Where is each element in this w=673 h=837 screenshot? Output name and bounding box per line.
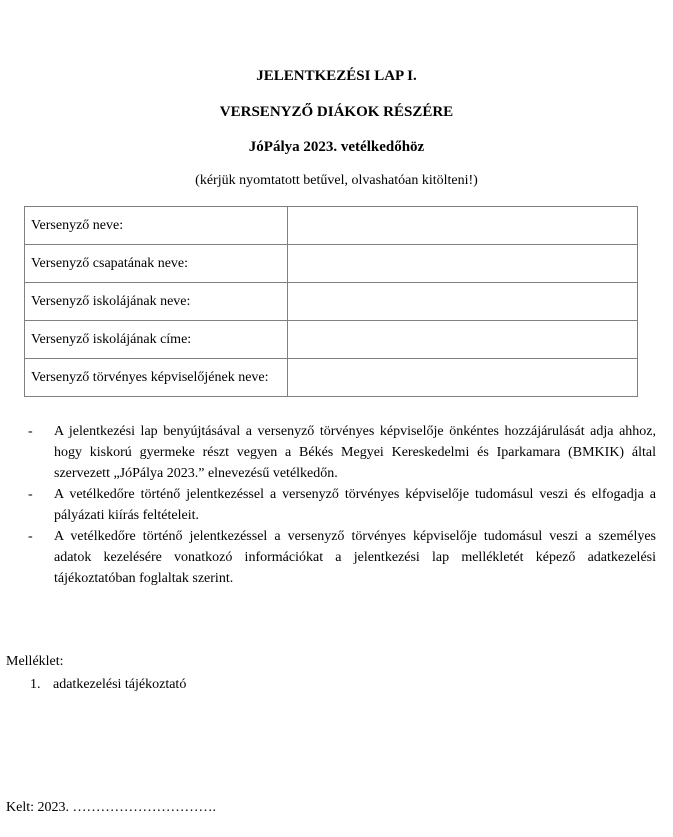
team-name-field[interactable] <box>288 245 638 283</box>
attachment-item-number: 1. <box>30 677 41 692</box>
bullet-dash: - <box>28 424 33 439</box>
consent-text: A jelentkezési lap benyújtásával a versenyző törvényes képviselője önkéntes hozzájárulását adja ahhoz, hogy kiskorú gyermeke részt vegyen a Békés Megyei Kereskedelmi és Iparkamara (BMKIK) által szervezett „JóPálya 2023.” elnevezésű vetélkedőn. <box>54 424 656 481</box>
guardian-name-field[interactable] <box>288 359 638 397</box>
field-label: Versenyző iskolájának neve: <box>25 283 288 321</box>
student-name-field[interactable] <box>288 207 638 245</box>
field-label: Versenyző csapatának neve: <box>25 245 288 283</box>
attachment-item-text: adatkezelési tájékoztató <box>53 677 187 692</box>
field-label: Versenyző iskolájának címe: <box>25 321 288 359</box>
form-row-school <box>25 283 638 321</box>
attachment-label: Melléklet: <box>6 654 64 669</box>
form-row-school-address <box>25 321 638 359</box>
form-subtitle: VERSENYZŐ DIÁKOK RÉSZÉRE <box>219 104 454 120</box>
form-title: JELENTKEZÉSI LAP I. <box>256 68 417 84</box>
bullet-dash: - <box>28 529 33 544</box>
list-item <box>28 484 656 526</box>
date-line: Kelt: 2023. …………………………. <box>6 800 216 815</box>
form-row-guardian <box>25 359 638 397</box>
field-label: Versenyző neve: <box>25 207 288 245</box>
event-name: JóPálya 2023. vetélkedőhöz <box>248 139 425 155</box>
field-label: Versenyző törvényes képviselőjének neve: <box>25 359 288 397</box>
registration-form-table <box>24 206 638 397</box>
bullet-dash: - <box>28 487 33 502</box>
list-item <box>28 421 656 484</box>
acceptance-text: A vetélkedőre történő jelentkezéssel a versenyző törvényes képviselője tudomásul veszi és elfogadja a pályázati kiírás feltételeit. <box>54 487 656 523</box>
list-item <box>28 526 656 589</box>
school-name-field[interactable] <box>288 283 638 321</box>
consent-list <box>28 421 656 589</box>
form-row-team <box>25 245 638 283</box>
attachment-item <box>30 677 186 693</box>
fill-instruction: (kérjük nyomtatott betűvel, olvashatóan kitölteni!) <box>195 173 478 188</box>
data-handling-text: A vetélkedőre történő jelentkezéssel a versenyző törvényes képviselője tudomásul veszi a személyes adatok kezelésére vonatkozó információkat a jelentkezési lap mellékletét képező adatkezelési tájékoztatóban foglaltak szerint. <box>54 529 656 586</box>
form-row-name <box>25 207 638 245</box>
school-address-field[interactable] <box>288 321 638 359</box>
